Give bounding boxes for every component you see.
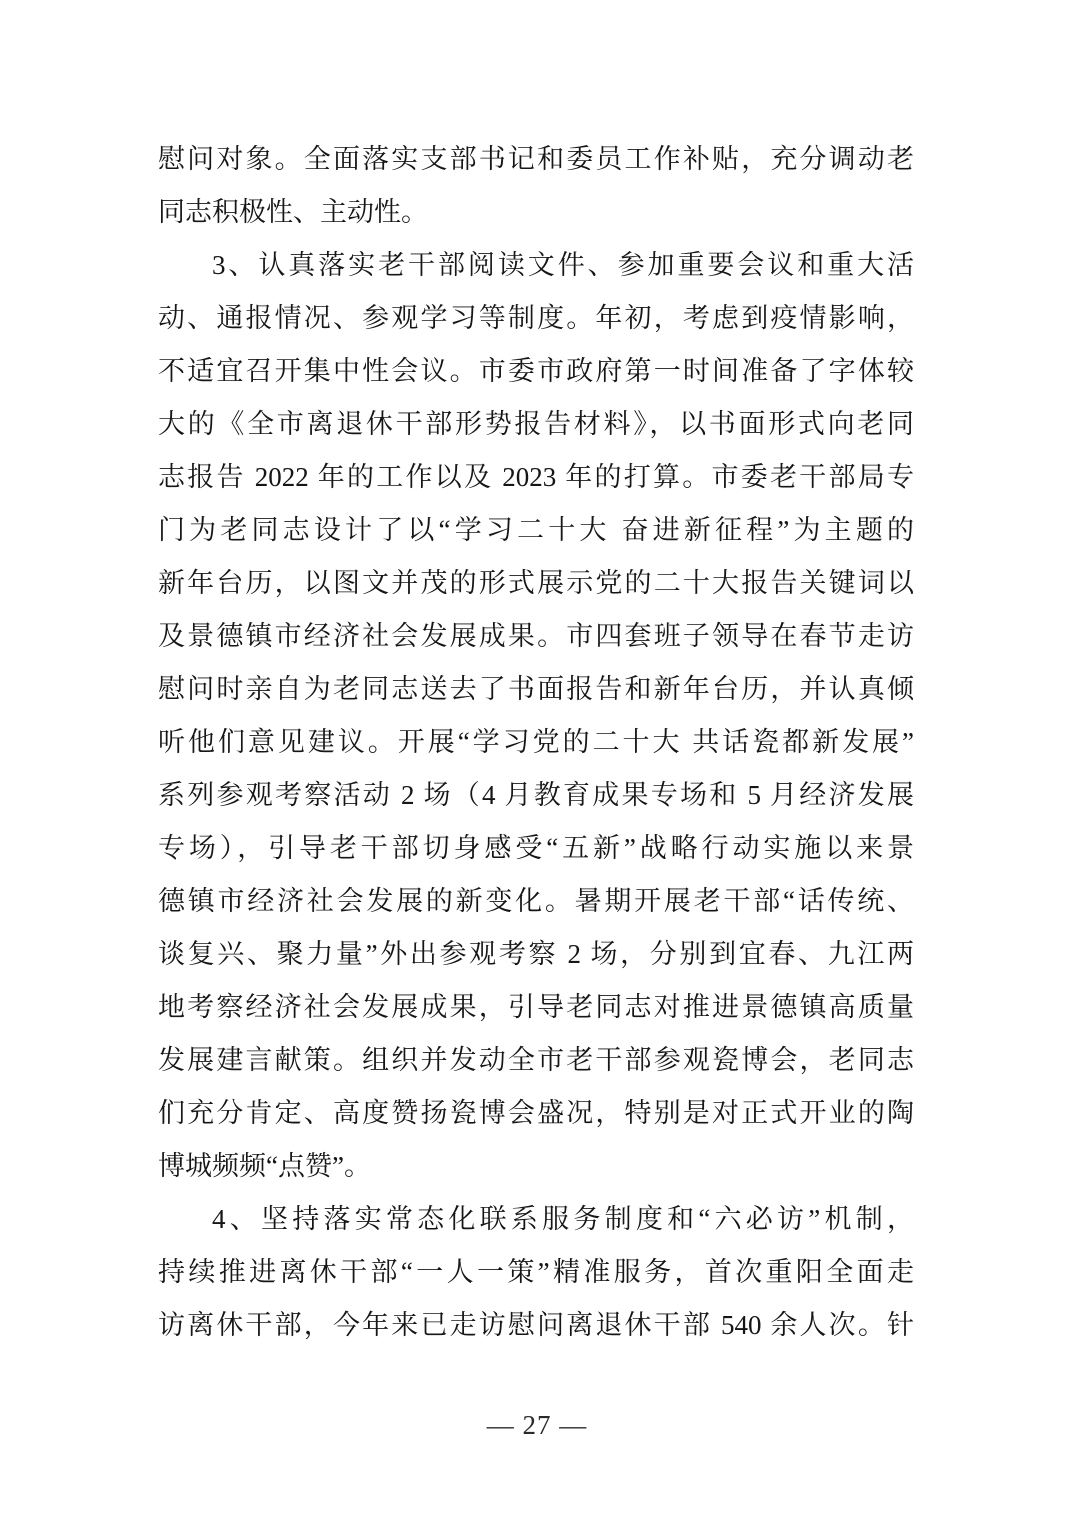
document-body bbox=[158, 133, 914, 1352]
text-line: 大的《全市离退休干部形势报告材料》，以书面形式向老同 bbox=[158, 409, 914, 439]
text-line: 3、认真落实老干部阅读文件、参加重要会议和重大活 bbox=[212, 250, 914, 280]
text-line: 持续推进离休干部“一人一策”精准服务，首次重阳全面走 bbox=[158, 1257, 914, 1287]
text-line: 发展建言献策。组织并发动全市老干部参观瓷博会，老同志 bbox=[158, 1045, 914, 1075]
text-line: 志报告 2022 年的工作以及 2023 年的打算。市委老干部局专 bbox=[158, 462, 914, 492]
text-line: 动、通报情况、参观学习等制度。年初，考虑到疫情影响， bbox=[158, 303, 914, 333]
paragraph bbox=[158, 1193, 914, 1352]
text-line: 及景德镇市经济社会发展成果。市四套班子领导在春节走访 bbox=[158, 621, 914, 651]
text-line: 慰问对象。全面落实支部书记和委员工作补贴，充分调动老 bbox=[158, 144, 914, 174]
paragraph bbox=[158, 133, 914, 239]
text-line: 德镇市经济社会发展的新变化。暑期开展老干部“话传统、 bbox=[158, 886, 914, 916]
text-line: 地考察经济社会发展成果，引导老同志对推进景德镇高质量 bbox=[158, 992, 914, 1022]
text-line: 不适宜召开集中性会议。市委市政府第一时间准备了字体较 bbox=[158, 356, 914, 386]
text-line: 专场），引导老干部切身感受“五新”战略行动实施以来景 bbox=[158, 833, 914, 863]
paragraph bbox=[158, 239, 914, 1193]
text-line: 访离休干部，今年来已走访慰问离退休干部 540 余人次。针 bbox=[158, 1310, 914, 1340]
text-line: 博城频频“点赞”。 bbox=[158, 1151, 371, 1181]
text-line: 门为老同志设计了以“学习二十大 奋进新征程”为主题的 bbox=[158, 515, 914, 545]
text-line: 谈复兴、聚力量”外出参观考察 2 场，分别到宜春、九江两 bbox=[158, 939, 914, 969]
text-line: 系列参观考察活动 2 场（4 月教育成果专场和 5 月经济发展 bbox=[158, 780, 914, 810]
text-line: 们充分肯定、高度赞扬瓷博会盛况，特别是对正式开业的陶 bbox=[158, 1098, 914, 1128]
text-line: 新年台历，以图文并茂的形式展示党的二十大报告关键词以 bbox=[158, 568, 914, 598]
text-line: 4、坚持落实常态化联系服务制度和“六必访”机制， bbox=[212, 1204, 914, 1234]
text-line: 慰问时亲自为老同志送去了书面报告和新年台历，并认真倾 bbox=[158, 674, 914, 704]
page-footer bbox=[0, 1399, 1074, 1452]
text-line: 听他们意见建议。开展“学习党的二十大 共话瓷都新发展” bbox=[158, 727, 914, 757]
text-line: 同志积极性、主动性。 bbox=[158, 197, 428, 227]
page-number: — 27 — bbox=[486, 1410, 588, 1440]
